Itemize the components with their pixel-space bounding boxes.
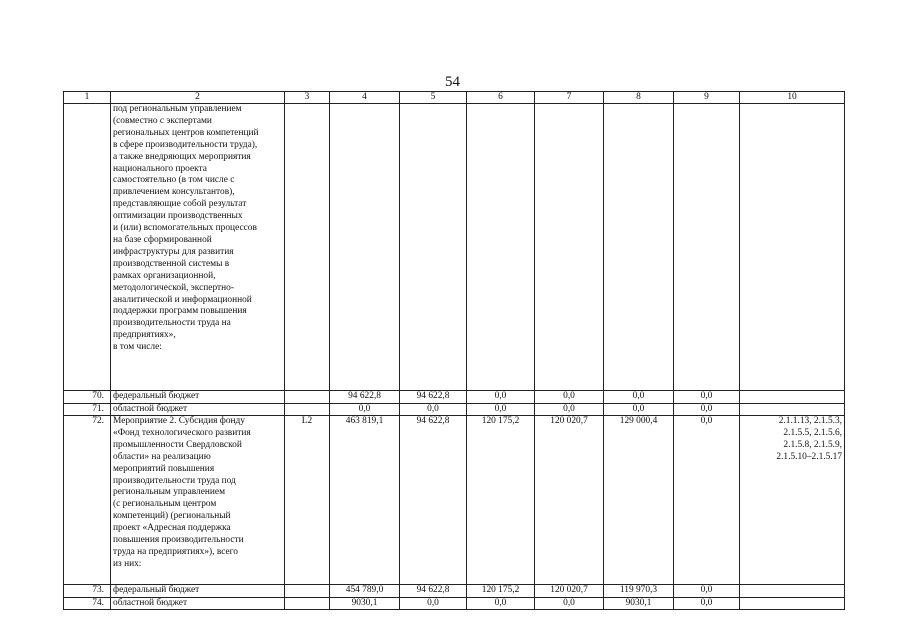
- amount-cell: 119 970,3: [604, 585, 674, 598]
- amount-cell: 0,0: [400, 597, 467, 610]
- description-line: методологической, экспертно-: [113, 282, 234, 293]
- amount-cell: [535, 104, 604, 391]
- description-line: федеральный бюджет: [113, 391, 200, 401]
- description-line: проект «Адресная поддержка: [113, 523, 231, 534]
- table-row: [64, 585, 845, 598]
- column-header: 8: [604, 92, 674, 104]
- description-line: представляющие собой результат: [113, 199, 247, 210]
- column-header: 2: [111, 92, 285, 104]
- amount-cell: 94 622,8: [330, 391, 400, 404]
- amount-cell: [400, 104, 467, 391]
- row-number-cell: [64, 104, 111, 391]
- column-header: 10: [740, 92, 845, 104]
- row-number-cell: 70.: [64, 391, 111, 404]
- target-indicators-cell: [740, 391, 845, 404]
- description-line: областной бюджет: [113, 597, 188, 608]
- description-cell: [111, 597, 285, 610]
- row-number-cell: 71.: [64, 403, 111, 416]
- description-line: национального проекта: [113, 163, 207, 174]
- amount-cell: 0,0: [674, 597, 740, 610]
- description-line: региональным управлением: [113, 487, 226, 498]
- code-cell: [285, 403, 330, 416]
- amount-cell: 0,0: [674, 416, 740, 585]
- description-line: в сфере производительности труда),: [113, 139, 258, 150]
- description-cell: [111, 585, 285, 598]
- description-line: самостоятельно (в том числе с: [113, 175, 235, 186]
- description-line: компетенций) (региональный: [113, 511, 231, 522]
- amount-cell: [330, 104, 400, 391]
- description-line: (совместно с экспертами: [113, 115, 212, 126]
- table-row: [64, 104, 845, 391]
- column-number-row: [64, 92, 845, 104]
- amount-cell: 0,0: [467, 391, 535, 404]
- page-number: 54: [445, 74, 460, 90]
- description-line: мероприятий повышения: [113, 463, 215, 474]
- description-line: (с региональным центром: [113, 499, 217, 510]
- description-line: производственной системы в: [113, 258, 230, 269]
- target-indicators-cell: [740, 416, 845, 585]
- amount-cell: 120 175,2: [467, 416, 535, 585]
- description-line: инфраструктуры для развития: [113, 246, 234, 257]
- description-line: промышленности Свердловской: [113, 439, 242, 450]
- amount-cell: 94 622,8: [400, 416, 467, 585]
- amount-cell: [674, 104, 740, 391]
- target-indicators-cell: [740, 403, 845, 416]
- description-line: аналитической и информационной: [113, 294, 252, 305]
- column-header: 7: [535, 92, 604, 104]
- target-indicator-line: 2.1.1.13, 2.1.5.3,: [778, 416, 842, 426]
- row-number-cell: 73.: [64, 585, 111, 598]
- target-indicators-cell: [740, 585, 845, 598]
- row-number-cell: 74.: [64, 597, 111, 610]
- target-indicator-line: 2.1.5.8, 2.1.5.9,: [783, 439, 842, 450]
- target-indicators-cell: [740, 597, 845, 610]
- target-indicator-line: 2.1.5.10–2.1.5.17: [776, 451, 842, 462]
- column-header: 3: [285, 92, 330, 104]
- column-header: 4: [330, 92, 400, 104]
- amount-cell: 129 000,4: [604, 416, 674, 585]
- code-cell: L2: [285, 416, 330, 585]
- amount-cell: 0,0: [674, 391, 740, 404]
- amount-cell: 0,0: [467, 597, 535, 610]
- amount-cell: 0,0: [330, 403, 400, 416]
- amount-cell: [467, 104, 535, 391]
- amount-cell: 0,0: [400, 403, 467, 416]
- row-number-cell: 72.: [64, 416, 111, 585]
- column-header: 1: [64, 92, 111, 104]
- description-line: привлечением консультантов),: [113, 187, 235, 198]
- description-line: «Фонд технологического развития: [113, 427, 251, 438]
- amount-cell: 0,0: [604, 403, 674, 416]
- amount-cell: 9030,1: [330, 597, 400, 610]
- description-line: поддержки программ повышения: [113, 306, 247, 317]
- column-header: 6: [467, 92, 535, 104]
- description-line: из них:: [113, 558, 142, 569]
- description-line: повышения производительности: [113, 535, 244, 546]
- table-row: [64, 597, 845, 610]
- amount-cell: 0,0: [674, 403, 740, 416]
- target-indicator-line: 2.1.5.5, 2.1.5.6,: [783, 427, 842, 438]
- description-line: Мероприятие 2. Субсидия фонду: [113, 416, 245, 426]
- table-row: [64, 403, 845, 416]
- description-line: региональных центров компетенций: [113, 127, 259, 138]
- table-row: [64, 391, 845, 404]
- amount-cell: 0,0: [535, 597, 604, 610]
- code-cell: [285, 585, 330, 598]
- amount-cell: 0,0: [535, 403, 604, 416]
- description-line: на базе сформированной: [113, 234, 212, 245]
- description-line: предприятиях»,: [113, 330, 176, 341]
- description-line: труда на предприятиях»), всего: [113, 546, 238, 557]
- amount-cell: [604, 104, 674, 391]
- description-line: области» на реализацию: [113, 451, 211, 462]
- amount-cell: 9030,1: [604, 597, 674, 610]
- description-line: оптимизации производственных: [113, 211, 243, 222]
- description-line: рамках организационной,: [113, 270, 216, 281]
- amount-cell: 454 789,0: [330, 585, 400, 598]
- description-cell: [111, 391, 285, 404]
- description-line: федеральный бюджет: [113, 585, 200, 595]
- column-header: 5: [400, 92, 467, 104]
- amount-cell: 120 020,7: [535, 416, 604, 585]
- description-line: производительности труда на: [113, 318, 231, 329]
- amount-cell: 463 819,1: [330, 416, 400, 585]
- table-row: [64, 416, 845, 585]
- column-header: 9: [674, 92, 740, 104]
- description-cell: [111, 416, 285, 585]
- table-body: [64, 104, 845, 610]
- amount-cell: 94 622,8: [400, 391, 467, 404]
- description-cell: [111, 403, 285, 416]
- code-cell: [285, 104, 330, 391]
- description-cell: [111, 104, 285, 391]
- target-indicators-cell: [740, 104, 845, 391]
- amount-cell: 94 622,8: [400, 585, 467, 598]
- amount-cell: 120 175,2: [467, 585, 535, 598]
- amount-cell: 0,0: [604, 391, 674, 404]
- description-line: областной бюджет: [113, 403, 188, 414]
- description-line: производительности труда под: [113, 475, 236, 486]
- code-cell: [285, 391, 330, 404]
- description-line: и (или) вспомогательных процессов: [113, 223, 257, 234]
- description-line: а также внедряющих мероприятия: [113, 151, 251, 162]
- code-cell: [285, 597, 330, 610]
- amount-cell: 0,0: [467, 403, 535, 416]
- description-line: в том числе:: [113, 342, 162, 353]
- description-line: под региональным управлением: [113, 104, 242, 114]
- amount-cell: 120 020,7: [535, 585, 604, 598]
- budget-table: [63, 91, 845, 610]
- amount-cell: 0,0: [674, 585, 740, 598]
- amount-cell: 0,0: [535, 391, 604, 404]
